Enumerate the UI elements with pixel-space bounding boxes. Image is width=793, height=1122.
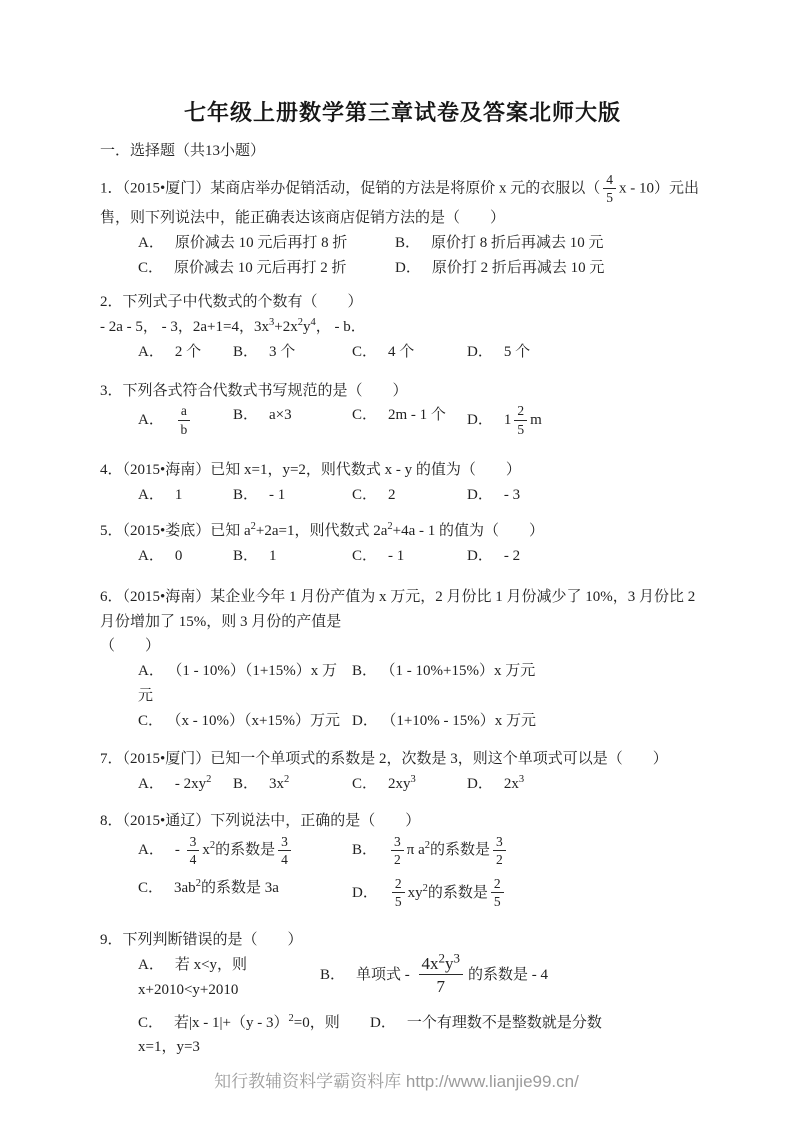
question-5-option-c [352, 544, 467, 569]
option-label: C． [138, 1014, 164, 1031]
option-content: $3x^2$ [269, 774, 290, 792]
option-content: - 3 [503, 486, 521, 503]
question-2-expression: - 2a - 5， - 3，2a+1=4，$3x^3+2x^2y^4$， - b． [100, 317, 366, 336]
question-9-option-b [320, 950, 549, 998]
fraction [419, 950, 464, 998]
option-content: - 2 [503, 548, 521, 564]
question-8-option-c [138, 876, 352, 901]
question-5 [100, 519, 705, 569]
fraction-numerator: 3 [493, 834, 506, 851]
question-7-option-d [467, 772, 524, 797]
fraction [514, 403, 527, 437]
question-3-stem: 3．下列各式符合代数式书写规范的是（ ） [100, 382, 408, 399]
option-label: A． [138, 234, 164, 251]
superscript: 3 [268, 317, 275, 329]
option-content: （1 - 10%+15%）x 万元 [388, 663, 536, 679]
option-label: C． [138, 259, 164, 276]
question-1 [100, 172, 705, 281]
fraction-denominator: 2 [394, 851, 401, 867]
superscript: 2 [250, 521, 256, 533]
question-9-option-a [138, 953, 320, 1003]
option-content: $2x^3$ [503, 774, 525, 792]
option-content: 原价打 2 折后再减去 10 元 [431, 259, 605, 276]
option-content: 4 个 [388, 343, 415, 360]
question-6-answer-blank: （ ） [100, 638, 161, 655]
option-label: A． [138, 548, 164, 564]
option-content: 1 [269, 548, 277, 564]
question-4-option-d [467, 483, 520, 508]
fraction-numerator: 4 [603, 172, 616, 189]
question-6-option-d [352, 709, 536, 734]
question-3-options-row [100, 403, 705, 437]
question-4-option-c [352, 483, 467, 508]
fraction-numerator: a [178, 403, 190, 420]
question-2-option-c [352, 340, 467, 365]
option-label: B． [233, 343, 259, 360]
option-content: 若|x - 1|+（y - 3）$^2$=0，则 x=1，y=3 [138, 1012, 340, 1056]
option-content: 2 [388, 486, 396, 503]
question-8-stem: 8．（2015•通辽）下列说法中，正确的是（ ） [100, 812, 421, 829]
question-4-option-a [138, 483, 233, 508]
option-content: 5 个 [503, 343, 531, 360]
fraction-numerator: $4x^2y^3$ [419, 953, 464, 975]
option-content: 3 个 [269, 343, 296, 360]
option-label: A． [138, 776, 164, 792]
question-8 [100, 809, 705, 911]
fraction-denominator: 5 [493, 894, 501, 910]
superscript: 2 [288, 1012, 294, 1024]
option-label: A． [138, 957, 164, 973]
superscript: 2 [209, 840, 216, 852]
option-label: D． [467, 776, 493, 792]
fraction-numerator: 2 [392, 876, 405, 893]
superscript: 2 [206, 774, 212, 785]
option-label: B． [233, 548, 259, 564]
question-9-options-row-2 [100, 1011, 705, 1061]
option-content: $2xy^3$ [388, 774, 416, 792]
fraction [278, 834, 291, 868]
superscript: 2 [195, 877, 201, 889]
option-label: D． [467, 343, 493, 360]
option-content: 原价减去 10 元后再打 2 折 [174, 259, 347, 276]
question-2-option-b [233, 340, 352, 365]
question-5-option-b [233, 544, 352, 569]
superscript: 3 [518, 774, 525, 785]
superscript: 2 [297, 317, 303, 329]
question-4-option-b [233, 483, 352, 508]
question-1-option-d [395, 256, 604, 281]
question-2-option-a [138, 340, 233, 365]
option-label: D． [370, 1014, 396, 1031]
question-8-option-b [352, 834, 509, 868]
option-content: （1 - 10%）（1+15%）x 万元 [138, 663, 338, 704]
question-2-option-d [467, 340, 530, 365]
question-6-option-a [138, 659, 352, 709]
question-1-options-row-1 [100, 231, 705, 256]
question-1-option-c [138, 256, 395, 281]
fraction-numerator: 2 [514, 403, 527, 420]
question-1-options-row-2 [100, 256, 705, 281]
question-9-option-c [138, 1011, 370, 1061]
superscript: 3 [453, 950, 461, 966]
question-5-stem: 5．（2015•娄底）已知 $a^2+2a=1$，则代数式 $2a^2+4a - 1$ 的值为（ ） [100, 521, 545, 540]
fraction-numerator: 2 [491, 876, 504, 893]
question-3-option-b [233, 403, 352, 428]
superscript: 4 [310, 317, 316, 329]
section-heading: 一．选择题（共13小题） [100, 143, 266, 159]
question-2-options-row [100, 340, 705, 365]
question-7-option-b [233, 772, 352, 797]
option-label: D． [395, 259, 421, 276]
question-1-option-b [395, 231, 604, 256]
fraction-denominator: 5 [517, 421, 525, 437]
option-label: A． [138, 663, 164, 679]
question-5-option-d [467, 544, 520, 569]
superscript: 2 [284, 774, 290, 785]
option-content: 0 [174, 548, 183, 564]
option-content: 1 [174, 486, 183, 503]
question-9-options-row-1 [100, 950, 705, 1003]
question-1-stem: 1．（2015•厦门）某商店举办促销活动，促销的方法是将原价 x 元的衣服以（ $\frac{4}{5}$ x - 10）元出售，则下列说法中，能正确表达该商店促销方法的是（ ） [100, 171, 700, 227]
question-8-option-d [352, 876, 507, 910]
question-7-options-row [100, 772, 705, 797]
fraction-denominator: 4 [281, 851, 288, 867]
footer [0, 1067, 793, 1092]
question-9-option-d [370, 1011, 602, 1036]
question-8-options-row-2 [100, 876, 705, 910]
question-3 [100, 379, 705, 438]
fraction-numerator: 3 [391, 834, 404, 851]
option-label: A． [138, 842, 164, 859]
fraction [491, 876, 504, 910]
question-8-option-a [138, 834, 352, 868]
option-content: a×3 [269, 407, 292, 424]
question-5-option-a [138, 544, 233, 569]
superscript: 3 [410, 774, 416, 785]
option-label: B． [233, 486, 259, 503]
option-label: B． [320, 966, 346, 983]
question-6-options-row-1 [100, 659, 705, 709]
question-7-option-a [138, 772, 233, 797]
option-label: B． [352, 842, 378, 859]
question-7-option-c [352, 772, 467, 797]
superscript: 2 [438, 950, 446, 966]
option-content: （1+10% - 15%）x 万元 [388, 712, 537, 729]
option-content: $\frac{3}{2}$ π $a^2$的系数是 $\frac{3}{2}$ [388, 842, 509, 858]
option-content: - $\frac{3}{4}$ $x^2$的系数是 $\frac{3}{4}$ [175, 842, 294, 858]
option-content: 原价打 8 折后再减去 10 元 [431, 234, 604, 251]
question-4-stem: 4．（2015•海南）已知 x=1，y=2，则代数式 x - y 的值为（ ） [100, 461, 521, 478]
option-content: $\frac{2}{5}$ $xy^2$的系数是 $\frac{2}{5}$ [389, 885, 507, 901]
fraction [603, 172, 616, 206]
question-6-options-row-2 [100, 709, 705, 734]
page-title: 七年级上册数学第三章试卷及答案北师大版 [183, 100, 621, 125]
question-8-options-row-1 [100, 834, 705, 868]
question-6-option-b [352, 659, 535, 684]
option-label: D． [467, 412, 493, 428]
fraction-denominator: 7 [436, 977, 446, 997]
fraction-numerator: 3 [187, 834, 200, 851]
option-label: B． [233, 776, 259, 792]
option-label: B． [395, 234, 421, 251]
superscript: 2 [424, 840, 430, 852]
option-content [175, 403, 193, 437]
fraction [187, 834, 200, 868]
option-content: （x - 10%）（x+15%）万元 [174, 712, 340, 729]
option-label: C． [352, 407, 378, 424]
question-1-option-a [138, 231, 395, 256]
footer-site-name: 知行教辅资料学霸资料库 [214, 1072, 402, 1091]
question-4-options-row [100, 483, 705, 508]
question-5-options-row [100, 544, 705, 569]
fraction-denominator: 2 [496, 851, 503, 867]
question-6-stem: 6．（2015•海南）某企业今年 1 月份产值为 x 万元，2 月份比 1 月份减少了 10%，3 月份比 2 月份增加了 15%，则 3 月份的产值是 [100, 588, 696, 630]
option-content: - 1 [269, 486, 286, 503]
option-label: C． [352, 343, 378, 360]
option-label: C． [352, 776, 378, 792]
option-label: B． [352, 663, 378, 679]
option-content: $3ab^2$的系数是 3a [174, 877, 279, 896]
option-content: 1 $\frac{2}{5}$ m [503, 403, 542, 437]
fraction [178, 403, 190, 437]
option-label: D． [352, 884, 378, 901]
option-content: 2m - 1 个 [388, 407, 446, 424]
footer-url-link[interactable]: http://www.lianjie99.cn/ [405, 1072, 579, 1091]
question-9-stem: 9．下列判断错误的是（ ） [100, 932, 303, 949]
superscript: 2 [387, 521, 393, 533]
fraction [493, 834, 506, 868]
option-content: - $2xy^2$ [174, 774, 212, 792]
option-label: D． [352, 712, 378, 729]
option-content: 一个有理数不是整数就是分数 [406, 1014, 602, 1031]
option-content: - 1 [388, 548, 405, 564]
option-label: D． [467, 486, 493, 503]
fraction-denominator: 5 [394, 894, 402, 910]
question-7-stem: 7．（2015•厦门）已知一个单项式的系数是 2，次数是 3，则这个单项式可以是（ ） [100, 751, 668, 768]
question-6-option-c [138, 709, 352, 734]
option-content: 单项式 - $\frac{4x^2y^3}{7}$ 的系数是 - 4 [356, 950, 549, 997]
question-3-option-d [467, 403, 542, 437]
question-3-option-a [138, 403, 233, 437]
option-content: 若 x<y，则 x+2010<y+2010 [138, 957, 248, 998]
option-label: C． [352, 548, 378, 564]
fraction-denominator: 5 [606, 189, 614, 205]
option-label: A． [138, 486, 164, 503]
question-2-stem: 2．下列式子中代数式的个数有（ ） [100, 294, 363, 311]
fraction-denominator: 4 [189, 851, 197, 867]
fraction [392, 876, 405, 910]
fraction [391, 834, 404, 868]
question-6 [100, 585, 705, 734]
superscript: 2 [422, 882, 428, 894]
fraction-denominator: b [180, 421, 188, 437]
option-label: C． [352, 486, 378, 503]
option-content: 原价减去 10 元后再打 8 折 [174, 234, 348, 251]
question-2 [100, 290, 705, 364]
option-label: C． [138, 712, 164, 729]
fraction-numerator: 3 [278, 834, 291, 851]
option-label: B． [233, 407, 259, 424]
question-9 [100, 928, 705, 1060]
question-4 [100, 458, 705, 508]
question-3-option-c [352, 403, 467, 428]
option-label: C． [138, 879, 164, 896]
option-label: A． [138, 412, 164, 428]
question-7 [100, 747, 705, 797]
option-label: A． [138, 343, 164, 360]
option-content: 2 个 [174, 343, 202, 360]
option-label: D． [467, 548, 493, 564]
